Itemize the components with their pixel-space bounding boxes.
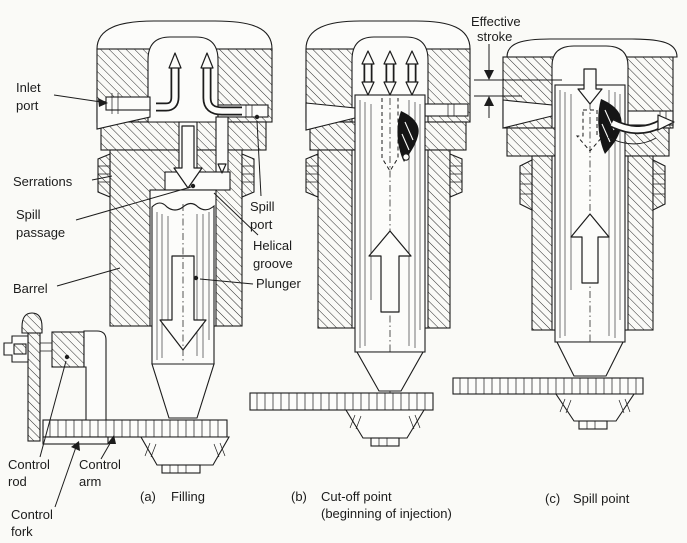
cup-base [579, 421, 607, 429]
bracket-shelf [43, 437, 108, 444]
clevis-pin [14, 344, 26, 354]
caption-c-title: Spill point [573, 491, 630, 506]
serration-tab-left [520, 160, 532, 210]
caption-c-index: (c) [545, 491, 561, 506]
label-spill-port: Spill port [250, 199, 275, 232]
label-helical-groove: Helical groove [253, 238, 293, 271]
control-arm-bar [250, 393, 433, 410]
label-effective-stroke: Effective stroke [471, 14, 521, 44]
serration-tab-right [450, 154, 462, 197]
control-fork-bracket [84, 331, 106, 420]
control-rod-section [52, 332, 84, 367]
label-spill-passage: Spill passage [16, 207, 66, 240]
serration-tab-left [306, 154, 318, 197]
label-control-fork: Control fork [11, 507, 53, 539]
tappet-cup [141, 437, 229, 465]
caption-b-subtitle: (beginning of injection) [321, 506, 452, 521]
serration-tab-left [98, 154, 110, 197]
control-arm-bar [43, 420, 227, 437]
serration-tab-right [653, 160, 665, 210]
caption-b-index: (b) [291, 489, 307, 504]
serration-tab-right [242, 154, 254, 197]
compression-arrows-icon [362, 51, 418, 95]
caption-a-title: Filling [171, 489, 205, 504]
control-rod-knob [22, 313, 42, 333]
control-rod-shaft [28, 333, 40, 441]
spill-port-hole [403, 154, 409, 160]
label-control-arm: Control arm [79, 457, 121, 489]
caption-a-index: (a) [140, 489, 156, 504]
inlet-port-passage [106, 97, 150, 110]
label-inlet-port: Inlet port [16, 80, 41, 113]
label-plunger: Plunger [256, 276, 301, 291]
label-control-rod: Control rod [8, 457, 50, 489]
spill-port-passage [425, 104, 468, 116]
cup-base [162, 465, 200, 473]
cup-base [371, 438, 399, 446]
label-serrations: Serrations [13, 174, 73, 189]
caption-b-title: Cut-off point [321, 489, 392, 504]
label-barrel: Barrel [13, 281, 48, 296]
